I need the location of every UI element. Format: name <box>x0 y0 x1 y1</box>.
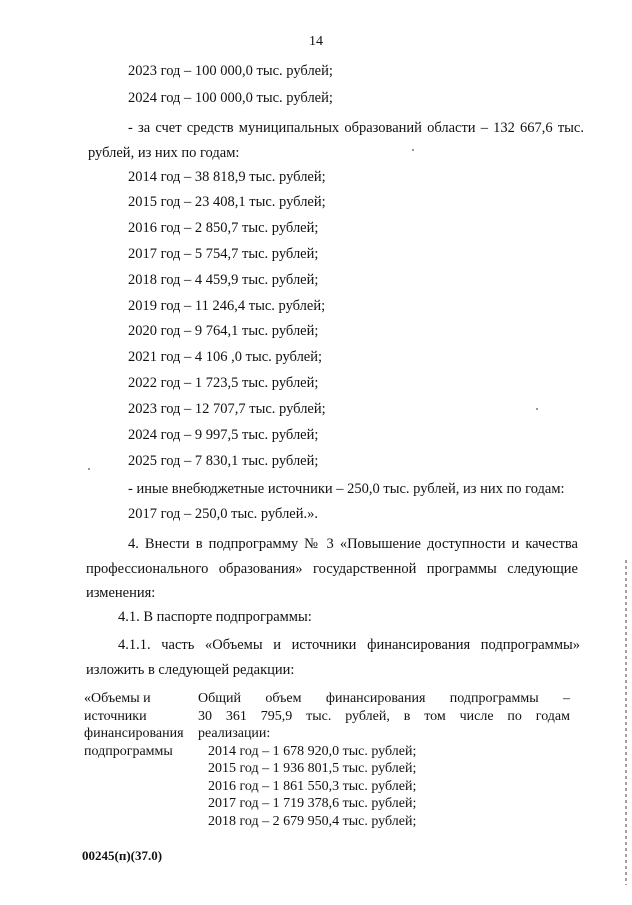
document-code: 00245(п)(37.0) <box>82 848 163 863</box>
label-line: подпрограммы <box>84 743 173 759</box>
funding-content-column <box>198 690 570 830</box>
year-line: 2022 год – 1 723,5 тыс. рублей; <box>128 375 319 391</box>
year-line: 2014 год – 38 818,9 тыс. рублей; <box>128 169 326 185</box>
year-line: 2020 год – 9 764,1 тыс. рублей; <box>128 323 319 339</box>
text-line: 4. Внести в подпрограмму № 3 «Повышение доступности и качества <box>128 536 578 552</box>
scan-speck <box>88 468 90 470</box>
year-line: 2021 год – 4 106 ,0 тыс. рублей; <box>128 349 323 365</box>
year-line: 2019 год – 11 246,4 тыс. рублей; <box>128 298 326 314</box>
page-number: 14 <box>309 34 323 49</box>
funding-label-column <box>84 690 202 760</box>
year-line: 2017 год – 5 754,7 тыс. рублей; <box>128 246 319 262</box>
label-line: финансирования <box>84 726 184 741</box>
year-line: 2017 год – 250,0 тыс. рублей.». <box>128 506 319 522</box>
text-line: 4.1. В паспорте подпрограммы: <box>118 609 312 625</box>
year-line: 2017 год – 1 719 378,6 тыс. рублей; <box>208 796 417 811</box>
year-line: 2016 год – 1 861 550,3 тыс. рублей; <box>208 778 417 794</box>
scan-speck <box>412 149 414 151</box>
label-line: источники <box>84 708 147 724</box>
text-line: 2023 год – 100 000,0 тыс. рублей; <box>128 63 333 79</box>
text-line: 2024 год – 100 000,0 тыс. рублей; <box>128 90 333 106</box>
text-line: профессионального образования» государственной программы следующие <box>86 561 578 577</box>
text-line: изменения: <box>86 585 156 601</box>
year-line: 2025 год – 7 830,1 тыс. рублей; <box>128 453 319 469</box>
year-line: 2018 год – 2 679 950,4 тыс. рублей; <box>208 813 417 829</box>
text-line: 4.1.1. часть «Объемы и источники финансирования подпрограммы» <box>118 637 580 653</box>
label-line: «Объемы и <box>84 691 151 706</box>
year-line: 2015 год – 1 936 801,5 тыс. рублей; <box>208 761 417 776</box>
year-line: 2023 год – 12 707,7 тыс. рублей; <box>128 401 326 417</box>
text-line: изложить в следующей редакции: <box>86 662 295 678</box>
year-line: 2018 год – 4 459,9 тыс. рублей; <box>128 272 319 288</box>
content-line: 30 361 795,9 тыс. рублей, в том числе по годам <box>198 708 570 724</box>
year-line: 2014 год – 1 678 920,0 тыс. рублей; <box>208 743 417 759</box>
scan-edge-mark <box>625 560 627 885</box>
year-line: 2015 год – 23 408,1 тыс. рублей; <box>128 194 326 210</box>
text-line: - за счет средств муниципальных образований области – 132 667,6 тыс. <box>128 120 584 136</box>
content-line: Общий объем финансирования подпрограммы – <box>198 691 570 706</box>
text-line: - иные внебюджетные источники – 250,0 тыс. рублей, из них по годам: <box>128 481 565 497</box>
year-line: 2016 год – 2 850,7 тыс. рублей; <box>128 220 319 236</box>
content-line: реализации: <box>198 726 271 741</box>
year-line: 2024 год – 9 997,5 тыс. рублей; <box>128 427 319 443</box>
text-line: рублей, из них по годам: <box>88 145 240 161</box>
scan-speck <box>536 408 538 410</box>
